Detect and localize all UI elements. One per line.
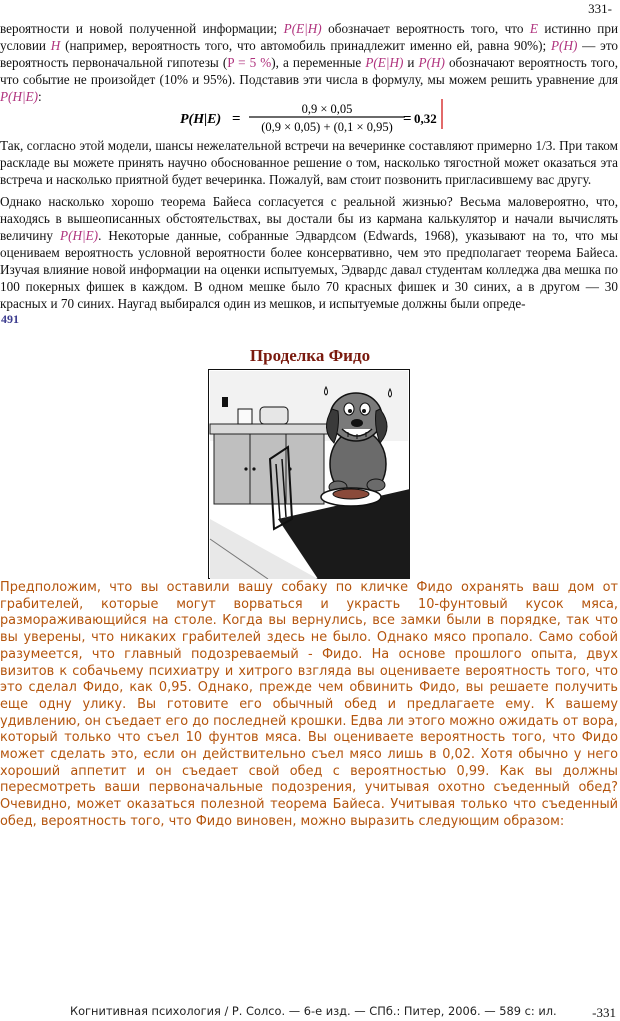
text-run: истинно при условии: [0, 21, 618, 53]
formula-term: P(H|E): [0, 89, 39, 104]
body-paragraph-1: [0, 20, 618, 105]
edit-mark: [441, 99, 443, 129]
box-paragraph: Предположим, что вы оставили вашу собаку по кличке Фидо охранять ваш дом от грабителей, которые могут ворваться и украсть 10-фунтовый кусок мяса, размораживающийся на столе. Когда вы вернулись, все замки были в порядке, так что вы уверены, что никаких грабителей здесь не было. Однако мясо пропало. Само собой разумеется, что главный подозреваемый - Фидо. На основе прошлого опыта, двух визитов к собачьему психиатру и хитрого взгляда вы оцениваете вероятность того, что это сделал Фидо, как 0,95. Однако, прежде чем обвинить Фидо, вы решаете получить еще одну улику. Вы готовите его обычный обед и предлагаете ему. К вашему удивлению, он съедает его до последней крошки. Едва ли этого можно ожидать от вора, который только что съел 10 фунтов мяса. Вы оцениваете вероятность того, что Фидо может сделать это, если он действительно съел мясо лишь в 0,02. Хотя обычно у него хороший аппетит и он съедает свой обед с вероятностью 0,99. Как вы должны пересмотреть ваши первоначальные подозрения, учитывая охотно съеденный обед? Очевидно, может оказаться полезной теорема Байеса. Учитывая только что съеденный обед, вероятность того, что Фидо виновен, можно выразить следующим образом:: [0, 580, 618, 829]
formula-result-equals: =: [403, 111, 412, 127]
text-run: обозначает вероятность того, что: [321, 21, 530, 36]
formula-numerator: 0,9 × 0,05: [301, 102, 353, 116]
formula-term: P(H): [551, 38, 578, 53]
bibliographic-footer: Когнитивная психология / Р. Солсо. — 6-е изд. — СПб.: Питер, 2006. — 589 с: ил.: [70, 1004, 557, 1018]
text-run: (например, вероятность того, что автомобиль принадлежит именно ей, равна 90%);: [60, 38, 551, 53]
formula-term: P(H): [418, 55, 445, 70]
formula-term: P(E|H): [283, 21, 322, 36]
page-number-top: 331-: [588, 1, 612, 16]
box-text: [0, 580, 618, 831]
text-run: . Некоторые данные, собранные Эдвардсом (Edwards, 1968), указывают на то, что мы оцениваем вероятность условной вероятности более консервативно, чем это предполагает теорема Байеса. Изучая влияние новой информации на оценки испытуемых, Эдвардс давал студентам колледжа два мешка по 100 покерных фишек в каждом. В одном мешке было 70 красных фишек и 30 синих, а в другом — 30 красных и 70 синих. Наугад выбирался один из мешков, и испытуемые должны были опреде-: [0, 228, 619, 311]
text-run: Однако насколько хорошо теорема Байеса согласуется с реальной жизнью? Весьма маловероятно, что, находясь в вышеописанных обстоятельствах, вы достали бы из кармана калькулятор и начали вычислять величину: [0, 194, 618, 243]
formula-term: H: [50, 38, 61, 53]
text-run: ), а переменные: [271, 55, 366, 70]
text-run: и: [403, 55, 419, 70]
formula-term: P(E|H): [365, 55, 404, 70]
dog-eating-meat-icon: [208, 369, 410, 579]
text-run: Так, согласно этой модели, шансы нежелательной встречи на вечеринке составляют примерно 1/3. При таком раскладе вы можете принять научно обоснованное решение о том, насколько тягостной может оказаться эта встреча и насколько приятной будет вечеринка. Пожалуй, вам стоит позвонить пригласившему вас другу.: [0, 138, 618, 187]
bayes-formula: [180, 100, 445, 136]
formula-term: E: [529, 21, 538, 36]
formula-term: P(H|E): [60, 228, 99, 243]
page-number-bottom: -331: [592, 1005, 616, 1020]
formula-lhs: P(H|E): [180, 112, 222, 127]
text-run: :: [38, 89, 42, 104]
formula-term: P = 5 %: [227, 55, 272, 70]
original-page-marker: 491: [1, 312, 19, 326]
box-title: Проделка Фидо: [249, 346, 371, 365]
text-run: вероятности и новой полученной информации;: [0, 21, 284, 36]
body-paragraph-3: [0, 193, 618, 312]
text-run: — это вероятность первоначальной гипотезы (: [0, 38, 618, 70]
text-run: обозначают вероятность того, что событие не произойдет (10% и 95%). Подставив эти числа в формулу, мы можем решить уравнение для: [0, 55, 618, 87]
formula-result: 0,32: [414, 111, 437, 126]
formula-equals: =: [232, 111, 241, 127]
formula-denominator: (0,9 × 0,05) + (0,1 × 0,95): [261, 120, 393, 134]
body-paragraph-2: [0, 137, 618, 188]
